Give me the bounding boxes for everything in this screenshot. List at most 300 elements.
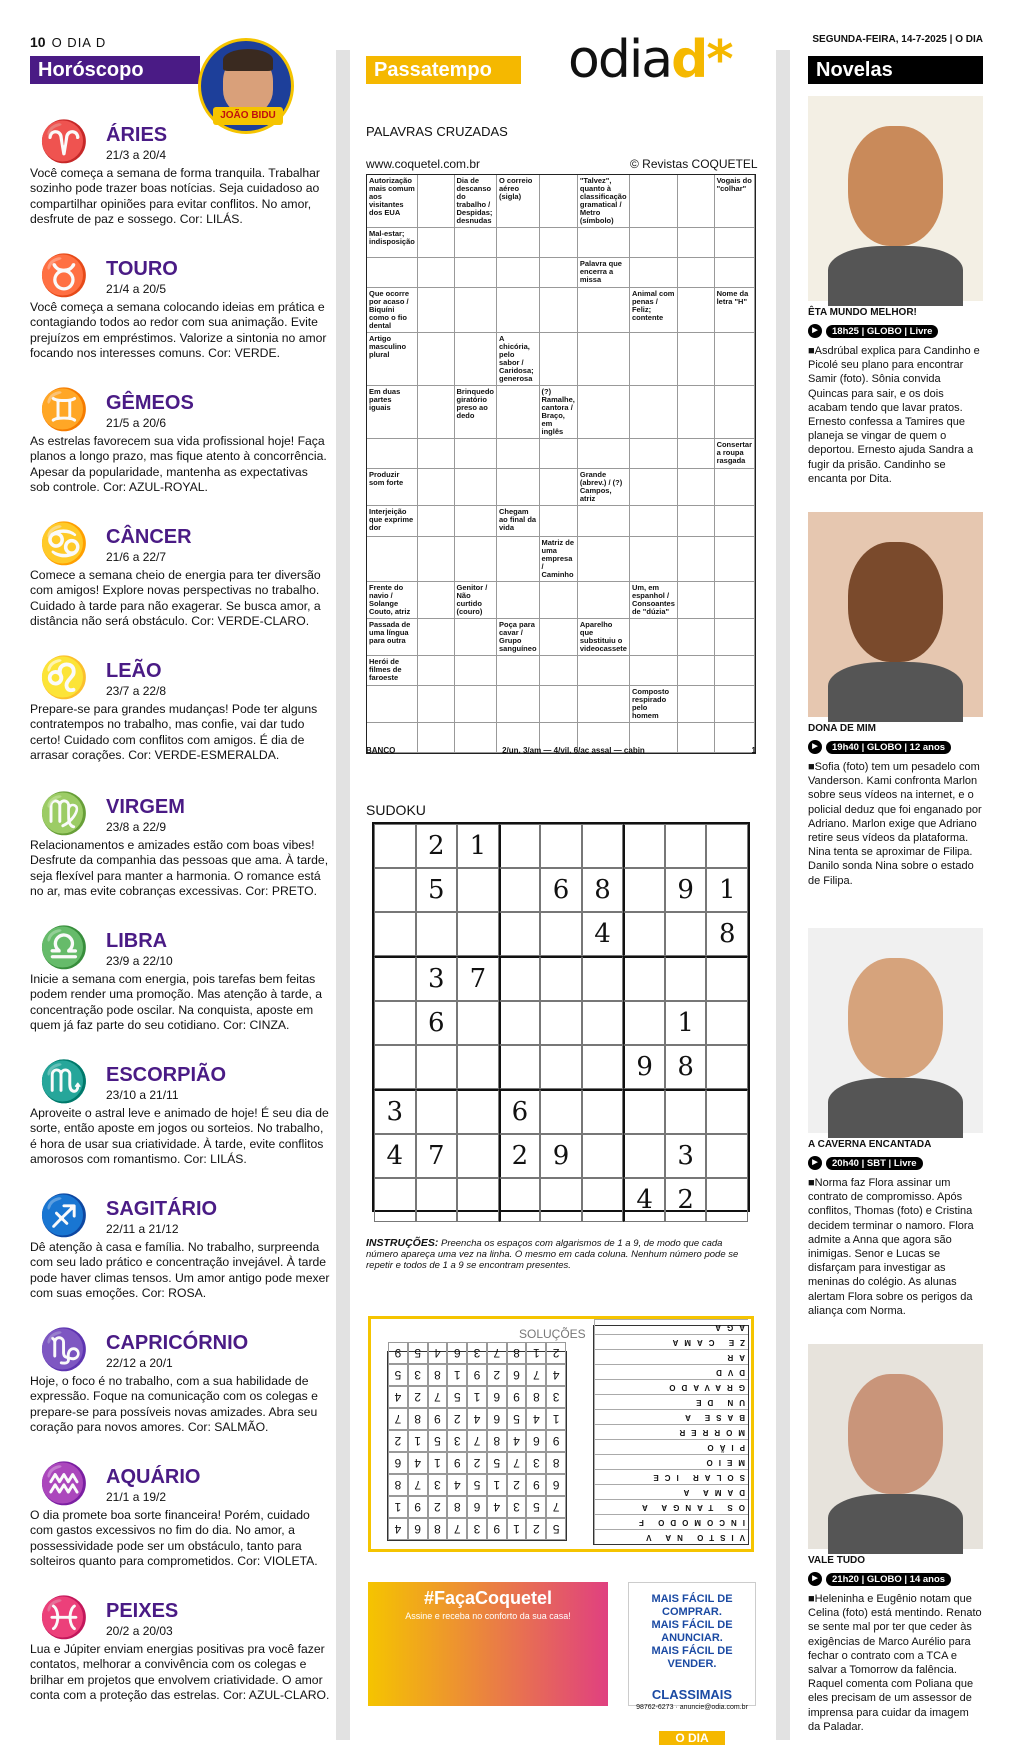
crossword-cell[interactable] <box>578 288 630 333</box>
crossword-cell[interactable] <box>540 469 578 506</box>
crossword-cell[interactable] <box>540 582 578 619</box>
crossword-cell[interactable] <box>578 228 630 258</box>
sudoku-cell[interactable] <box>540 1001 582 1045</box>
crossword-cell[interactable] <box>578 439 630 469</box>
sudoku-cell[interactable] <box>665 956 707 1001</box>
capricorn-icon: ♑ <box>39 1328 89 1372</box>
crossword-cell[interactable] <box>497 469 540 506</box>
crossword-cell[interactable] <box>715 619 755 656</box>
solution-cell: 4 <box>467 1408 487 1430</box>
crossword-cell[interactable] <box>630 228 678 258</box>
sudoku-cell[interactable] <box>540 1045 582 1089</box>
sudoku-cell[interactable]: 9 <box>665 868 707 912</box>
crossword-cell[interactable] <box>630 506 678 536</box>
solution-cell: 8 <box>447 1496 467 1518</box>
sudoku-cell[interactable] <box>374 912 416 956</box>
crossword-cell[interactable] <box>455 288 498 333</box>
solution-cell: 2 <box>546 1342 566 1364</box>
crossword-clue: Em duas partes iguais <box>367 386 418 439</box>
crossword-cell[interactable] <box>540 619 578 656</box>
scorpio-icon: ♏ <box>39 1060 89 1104</box>
novel-photo <box>808 96 983 301</box>
sign-name: LIBRA <box>106 930 168 952</box>
sudoku-cell[interactable] <box>540 824 582 868</box>
solution-cell: 3 <box>467 1342 487 1364</box>
sudoku-cell[interactable] <box>582 1089 624 1134</box>
sudoku-cell[interactable] <box>706 824 748 868</box>
crossword-cell[interactable] <box>630 175 678 228</box>
crossword-cell[interactable] <box>715 582 755 619</box>
crossword-cell[interactable] <box>418 288 455 333</box>
virgo-icon: ♍ <box>39 792 89 836</box>
sudoku-cell[interactable]: 2 <box>665 1178 707 1222</box>
sudoku-cell[interactable] <box>665 1089 707 1134</box>
pastime-header: Passatempo <box>366 56 521 84</box>
crossword-cell[interactable] <box>678 175 715 228</box>
novels-header: Novelas <box>808 56 983 84</box>
sudoku-cell[interactable]: 6 <box>499 1089 541 1134</box>
crossword-clue: Poça para cavar / Grupo sanguíneo <box>497 619 540 656</box>
solution-cell: 6 <box>388 1452 408 1474</box>
sudoku-cell[interactable] <box>706 1178 748 1222</box>
crossword-cell[interactable] <box>678 228 715 258</box>
sudoku-cell[interactable]: 4 <box>374 1134 416 1178</box>
sudoku-cell[interactable]: 4 <box>582 912 624 956</box>
solution-cell: 3 <box>428 1474 448 1496</box>
sign-name: CAPRICÓRNIO <box>106 1332 249 1354</box>
crossword-cell[interactable] <box>367 258 418 288</box>
crossword-cell[interactable] <box>540 288 578 333</box>
crossword-cell[interactable] <box>678 656 715 686</box>
sudoku-cell[interactable] <box>416 1178 458 1222</box>
crossword-cell[interactable] <box>678 386 715 439</box>
crossword-cell[interactable] <box>418 686 455 723</box>
sudoku-cell[interactable] <box>374 824 416 868</box>
solution-row: OS TANGA A <box>594 1499 748 1514</box>
solution-row: SOLAR ICE <box>594 1469 748 1484</box>
solution-cell: 6 <box>546 1474 566 1496</box>
sudoku-cell[interactable] <box>623 912 665 956</box>
sign-dates: 21/6 a 22/7 <box>106 550 167 564</box>
crossword-cell[interactable] <box>497 288 540 333</box>
crossword-cell[interactable] <box>418 333 455 386</box>
crossword-cell[interactable] <box>678 288 715 333</box>
sign-dates: 22/11 a 21/12 <box>106 1222 179 1236</box>
solution-cell: 2 <box>428 1496 448 1518</box>
sudoku-cell[interactable] <box>582 824 624 868</box>
sudoku-cell[interactable] <box>540 1178 582 1222</box>
crossword-cell[interactable] <box>540 686 578 723</box>
sudoku-cell[interactable] <box>665 824 707 868</box>
sudoku-cell[interactable] <box>416 912 458 956</box>
crossword-cell[interactable] <box>630 439 678 469</box>
solution-cell: 6 <box>467 1496 487 1518</box>
crossword-cell[interactable] <box>455 506 498 536</box>
sign-name: AQUÁRIO <box>106 1466 201 1488</box>
sudoku-cell[interactable] <box>499 868 541 912</box>
crossword-clue: Consertar a roupa rasgada <box>715 439 755 469</box>
sudoku-cell[interactable] <box>706 956 748 1001</box>
crossword-cell[interactable] <box>715 506 755 536</box>
page-number: 10 O DIA D <box>30 34 107 50</box>
solution-cell: 3 <box>526 1452 546 1474</box>
play-icon: ▶ <box>808 740 822 754</box>
sign-text: Inicie a semana com energia, pois tarefas bem feitas podem render uma promoção. Mas atenção à tarde, a concentração pode oscilar. Na conquista, aposte em quem já faz parte do seu cotidiano. Cor: CINZA. <box>30 972 322 1033</box>
crossword-cell[interactable] <box>418 506 455 536</box>
sign-text: Você começa a semana de forma tranquila. Trabalhar sozinho pode trazer boas notícias. Seja cuidadoso ao compartilhar opiniões para evitar conflitos. No amor, desfrute de paz e sossego. Cor: LILÁS. <box>30 166 320 227</box>
crossword-cell[interactable] <box>497 686 540 723</box>
crossword-clue: Produzir som forte <box>367 469 418 506</box>
crossword-cell[interactable] <box>497 386 540 439</box>
crossword-cell[interactable] <box>540 333 578 386</box>
sudoku-cell[interactable] <box>499 1001 541 1045</box>
sign-name: ESCORPIÃO <box>106 1064 227 1086</box>
sudoku-cell[interactable] <box>374 1001 416 1045</box>
sudoku-cell[interactable]: 1 <box>665 1001 707 1045</box>
sudoku-cell[interactable] <box>582 1178 624 1222</box>
sudoku-cell[interactable] <box>665 912 707 956</box>
sign-text: O dia promete boa sorte financeira! Porém, cuidado com gastos excessivos no fim do dia. No amor, a possessividade pode ser um obstáculo, tanto para solteiros quanto para comprometidos. Cor: VIOLETA. <box>30 1508 318 1569</box>
crossword-clue: Palavra que encerra a missa <box>578 258 630 288</box>
novel-schedule: ▶ 21h20 | GLOBO | 14 anos <box>808 1572 983 1586</box>
solution-row: MORRER <box>594 1424 748 1439</box>
novel-title: DONA DE MIM <box>808 723 876 734</box>
solution-cell: 9 <box>408 1496 428 1518</box>
solution-cell: 3 <box>408 1364 428 1386</box>
crossword-cell[interactable] <box>455 686 498 723</box>
crossword-cell[interactable] <box>715 537 755 582</box>
solution-cell: 7 <box>428 1386 448 1408</box>
sign-name: GÊMEOS <box>106 392 194 414</box>
solution-cell: 2 <box>408 1386 428 1408</box>
crossword-cell[interactable] <box>540 228 578 258</box>
solution-cell: 8 <box>526 1386 546 1408</box>
crossword-cell[interactable] <box>497 582 540 619</box>
solution-cell: 6 <box>526 1430 546 1452</box>
columnist-name-tag: JOÃO BIDU <box>213 107 283 125</box>
crossword-cell[interactable] <box>367 686 418 723</box>
sudoku-cell[interactable]: 9 <box>540 1134 582 1178</box>
solution-cell: 7 <box>487 1342 507 1364</box>
solution-cell: 6 <box>487 1386 507 1408</box>
sudoku-cell[interactable] <box>623 1089 665 1134</box>
solution-cell: 4 <box>447 1474 467 1496</box>
crossword-cell[interactable] <box>367 439 418 469</box>
crossword-cell[interactable] <box>497 656 540 686</box>
sudoku-cell[interactable] <box>499 824 541 868</box>
crossword-cell[interactable] <box>455 228 498 258</box>
sudoku-cell[interactable]: 3 <box>416 956 458 1001</box>
sudoku-cell[interactable]: 2 <box>416 824 458 868</box>
odiad-logo: odiad* <box>568 30 732 90</box>
sudoku-cell[interactable]: 5 <box>416 868 458 912</box>
solution-row: GRAVADO <box>594 1379 748 1394</box>
classimais-contact: 98762-6273 · anuncie@odia.com.br <box>636 1704 748 1711</box>
crossword-cell[interactable] <box>715 228 755 258</box>
sudoku-cell[interactable] <box>540 956 582 1001</box>
solution-cell: 7 <box>408 1474 428 1496</box>
crossword-cell[interactable] <box>715 656 755 686</box>
taurus-icon: ♉ <box>39 254 89 298</box>
solution-cell: 4 <box>408 1452 428 1474</box>
sudoku-cell[interactable]: 2 <box>499 1134 541 1178</box>
crossword-cell[interactable] <box>715 386 755 439</box>
crossword-cell[interactable] <box>418 656 455 686</box>
crossword-cell[interactable] <box>418 439 455 469</box>
solution-cell: 3 <box>546 1386 566 1408</box>
solution-row: DAMA A <box>594 1484 748 1499</box>
crossword-clue: Genitor / Não curtido (couro) <box>455 582 498 619</box>
solution-cell: 9 <box>467 1364 487 1386</box>
crossword-cell[interactable] <box>678 258 715 288</box>
sudoku-cell[interactable] <box>457 1045 499 1089</box>
crossword-cell[interactable] <box>455 537 498 582</box>
leo-icon: ♌ <box>39 656 89 700</box>
sudoku-cell[interactable] <box>706 1134 748 1178</box>
crossword-cell[interactable] <box>678 506 715 536</box>
novel-schedule: ▶ 18h25 | GLOBO | Livre <box>808 324 983 338</box>
solution-row: DVD <box>594 1364 748 1379</box>
crossword-cell[interactable] <box>715 686 755 723</box>
solution-cell: 2 <box>447 1408 467 1430</box>
crossword-cell[interactable] <box>630 537 678 582</box>
crossword-cell[interactable] <box>455 469 498 506</box>
crossword-clue: Mal-estar; indisposição <box>367 228 418 258</box>
sudoku-cell[interactable] <box>623 1001 665 1045</box>
sudoku-cell[interactable]: 3 <box>374 1089 416 1134</box>
solution-cell: 1 <box>507 1518 527 1540</box>
crossword-cell[interactable] <box>540 506 578 536</box>
sudoku-cell[interactable] <box>623 868 665 912</box>
crossword-cell[interactable] <box>630 258 678 288</box>
sudoku-cell[interactable] <box>706 1089 748 1134</box>
sudoku-cell[interactable] <box>416 1045 458 1089</box>
crossword-cell[interactable] <box>630 469 678 506</box>
classimais-ad[interactable] <box>628 1582 756 1745</box>
crossword-cell[interactable] <box>540 656 578 686</box>
solution-cell: 7 <box>467 1430 487 1452</box>
crossword-cell[interactable] <box>497 258 540 288</box>
solution-cell: 1 <box>546 1408 566 1430</box>
solution-cell: 7 <box>388 1408 408 1430</box>
sudoku-cell[interactable] <box>582 956 624 1001</box>
sudoku-cell[interactable]: 6 <box>540 868 582 912</box>
solution-cell: 6 <box>447 1342 467 1364</box>
sudoku-cell[interactable]: 4 <box>623 1178 665 1222</box>
sudoku-grid[interactable] <box>372 822 750 1215</box>
crossword-title: PALAVRAS CRUZADAS <box>366 124 508 139</box>
solution-cell: 4 <box>526 1408 546 1430</box>
solution-cell: 1 <box>467 1386 487 1408</box>
solution-cell: 8 <box>428 1364 448 1386</box>
crossword-clue: Passada de uma língua para outra <box>367 619 418 656</box>
sudoku-cell[interactable] <box>457 1089 499 1134</box>
sudoku-cell[interactable] <box>499 1045 541 1089</box>
crossword-cell[interactable] <box>540 258 578 288</box>
crossword-clue: Que ocorre por acaso / Biquíni como o fio dental <box>367 288 418 333</box>
sudoku-cell[interactable] <box>706 1045 748 1089</box>
sudoku-cell[interactable] <box>499 912 541 956</box>
sign-name: PEIXES <box>106 1600 179 1622</box>
crossword-cell[interactable] <box>578 506 630 536</box>
gemini-icon: ♊ <box>39 388 89 432</box>
solution-cell: 8 <box>546 1452 566 1474</box>
solution-cell: 1 <box>408 1430 428 1452</box>
crossword-cell[interactable] <box>540 175 578 228</box>
crossword-cell[interactable] <box>578 333 630 386</box>
crossword-cell[interactable] <box>497 537 540 582</box>
crossword-cell[interactable] <box>630 619 678 656</box>
sudoku-cell[interactable]: 9 <box>623 1045 665 1089</box>
solutions-label: SOLUÇÕES <box>519 1327 586 1341</box>
solution-cell: 7 <box>526 1364 546 1386</box>
crossword-cell[interactable] <box>715 258 755 288</box>
sudoku-cell[interactable]: 8 <box>665 1045 707 1089</box>
classimais-brand: CLASSIMAIS <box>651 1687 733 1702</box>
sudoku-cell[interactable] <box>374 956 416 1001</box>
classimais-tagline: MAIS FÁCIL DE COMPRAR. MAIS FÁCIL DE ANUNCIAR. MAIS FÁCIL DE VENDER. <box>651 1593 733 1670</box>
sudoku-cell[interactable] <box>457 868 499 912</box>
sudoku-cell[interactable] <box>623 1134 665 1178</box>
coquetel-ad[interactable] <box>368 1582 608 1706</box>
crossword-clue: Artigo masculino plural <box>367 333 418 386</box>
sudoku-solution <box>387 1346 567 1541</box>
novel-summary: ■Asdrúbal explica para Candinho e Picolé seu plano para encontrar Samir (foto). Sônia convida Quincas para sair, e os dois acabam tendo que lavar pratos. Ernesto confessa a Tamires que planeja se vingar de quem o deportou. Ernesto ajuda Sandra a fugir da prisão. Candinho se encanta por Dita. <box>808 345 980 485</box>
crossword-cell[interactable] <box>497 439 540 469</box>
sudoku-cell[interactable] <box>540 1089 582 1134</box>
crossword-cell[interactable] <box>418 258 455 288</box>
sudoku-cell[interactable] <box>457 912 499 956</box>
sudoku-cell[interactable] <box>457 1001 499 1045</box>
solution-cell: 4 <box>388 1518 408 1540</box>
crossword-cell[interactable] <box>715 469 755 506</box>
solution-cell: 5 <box>526 1496 546 1518</box>
date-line: SEGUNDA-FEIRA, 14-7-2025 | O DIA <box>812 34 983 45</box>
sudoku-cell[interactable]: 7 <box>416 1134 458 1178</box>
novel-entry <box>808 928 983 1318</box>
sign-dates: 23/10 a 21/11 <box>106 1088 179 1102</box>
solution-cell: 5 <box>507 1408 527 1430</box>
crossword-cell[interactable] <box>630 386 678 439</box>
crossword-cell[interactable] <box>455 619 498 656</box>
aquarius-icon: ♒ <box>39 1462 89 1506</box>
aries-icon: ♈ <box>39 120 89 164</box>
crossword-cell[interactable] <box>418 228 455 258</box>
crossword-cell[interactable] <box>678 439 715 469</box>
sudoku-cell[interactable]: 8 <box>582 868 624 912</box>
sign-dates: 23/7 a 22/8 <box>106 684 167 698</box>
crossword-clue: (?) Ramalhe, cantora / Braço, em inglês <box>540 386 578 439</box>
sudoku-cell[interactable] <box>582 1134 624 1178</box>
sudoku-cell[interactable]: 1 <box>706 868 748 912</box>
crossword-cell[interactable] <box>630 333 678 386</box>
novel-title: VALE TUDO <box>808 1555 866 1566</box>
crossword-cell[interactable] <box>678 469 715 506</box>
sudoku-cell[interactable] <box>416 1089 458 1134</box>
crossword-cell[interactable] <box>367 537 418 582</box>
solution-cell: 8 <box>388 1474 408 1496</box>
odia-logo: O DIA <box>659 1731 725 1745</box>
solution-cell: 5 <box>447 1386 467 1408</box>
crossword-cell[interactable] <box>455 333 498 386</box>
crossword-cell[interactable] <box>418 582 455 619</box>
novel-summary: ■Sofia (foto) tem um pesadelo com Vanderson. Kami confronta Marlon sobre seus vídeos na internet, e o policial deduz que foi enganado por Adriano. Marlon exige que Adriano retire seus vídeos da plataforma. Nina tenta se aproximar de Filipa. Danilo sonda Nina sobre o estado de Filipa. <box>808 761 982 887</box>
sudoku-cell[interactable] <box>582 1045 624 1089</box>
solution-cell: 1 <box>526 1342 546 1364</box>
crossword-cell[interactable] <box>497 228 540 258</box>
novel-photo <box>808 1344 983 1549</box>
crossword-cell[interactable] <box>418 469 455 506</box>
sudoku-cell[interactable] <box>457 1134 499 1178</box>
sudoku-cell[interactable]: 3 <box>665 1134 707 1178</box>
sudoku-cell[interactable] <box>457 1178 499 1222</box>
crossword-clue: Nome da letra "H" <box>715 288 755 333</box>
crossword-cell[interactable] <box>678 686 715 723</box>
sudoku-cell[interactable]: 6 <box>416 1001 458 1045</box>
solution-cell: 9 <box>428 1408 448 1430</box>
crossword-cell[interactable] <box>578 537 630 582</box>
sudoku-cell[interactable] <box>540 912 582 956</box>
novel-photo <box>808 512 983 717</box>
crossword-cell[interactable] <box>678 582 715 619</box>
sudoku-cell[interactable]: 8 <box>706 912 748 956</box>
crossword-cell[interactable] <box>678 537 715 582</box>
crossword-cell[interactable] <box>678 619 715 656</box>
crossword-cell[interactable] <box>630 656 678 686</box>
solution-cell: 3 <box>507 1496 527 1518</box>
sudoku-cell[interactable] <box>499 1178 541 1222</box>
coquetel-ad-title: #FaçaCoquetel <box>423 1588 553 1608</box>
sudoku-cell[interactable] <box>706 1001 748 1045</box>
crossword-clue: Um, em espanhol / Consoantes de "dúzia" <box>630 582 678 619</box>
solution-cell: 5 <box>487 1452 507 1474</box>
crossword-cell[interactable] <box>418 386 455 439</box>
crossword-cell[interactable] <box>455 439 498 469</box>
solution-row: INCOMODO F <box>594 1514 748 1529</box>
sudoku-cell[interactable]: 1 <box>457 824 499 868</box>
sudoku-cell[interactable] <box>623 956 665 1001</box>
crossword-cell[interactable] <box>418 537 455 582</box>
crossword-cell[interactable] <box>578 656 630 686</box>
crossword-cell[interactable] <box>455 656 498 686</box>
solution-cell: 9 <box>507 1386 527 1408</box>
sudoku-cell[interactable] <box>623 824 665 868</box>
sign-dates: 23/9 a 22/10 <box>106 954 173 968</box>
sudoku-cell[interactable] <box>582 1001 624 1045</box>
crossword-clue: "Talvez", quanto à classificação gramatical / Metro (símbolo) <box>578 175 630 228</box>
sudoku-cell[interactable] <box>374 1045 416 1089</box>
sudoku-cell[interactable] <box>499 956 541 1001</box>
crossword-cell[interactable] <box>418 175 455 228</box>
sudoku-cell[interactable]: 7 <box>457 956 499 1001</box>
crossword-cell[interactable] <box>578 582 630 619</box>
sign-text: Você começa a semana colocando ideias em prática e contagiando todos ao redor com sua animação. Evite prejuízos em empréstimos. Valorize a sintonia no amor focando nos interesses comuns. Cor: VERDE. <box>30 300 327 361</box>
sudoku-cell[interactable] <box>374 1178 416 1222</box>
sudoku-cell[interactable] <box>374 868 416 912</box>
crossword-copyright: © Revistas COQUETEL <box>630 157 758 171</box>
crossword-cell[interactable] <box>455 258 498 288</box>
crossword-cell[interactable] <box>678 333 715 386</box>
crossword-cell[interactable] <box>578 686 630 723</box>
crossword-grid[interactable] <box>366 174 756 754</box>
crossword-cell[interactable] <box>578 386 630 439</box>
crossword-clue: Herói de filmes de faroeste <box>367 656 418 686</box>
crossword-clue: Dia de descanso do trabalho / Despidas; desnudas <box>455 175 498 228</box>
crossword-cell[interactable] <box>715 333 755 386</box>
crossword-cell[interactable] <box>540 439 578 469</box>
crossword-cell[interactable] <box>418 619 455 656</box>
horoscope-header: Horóscopo <box>30 56 200 84</box>
